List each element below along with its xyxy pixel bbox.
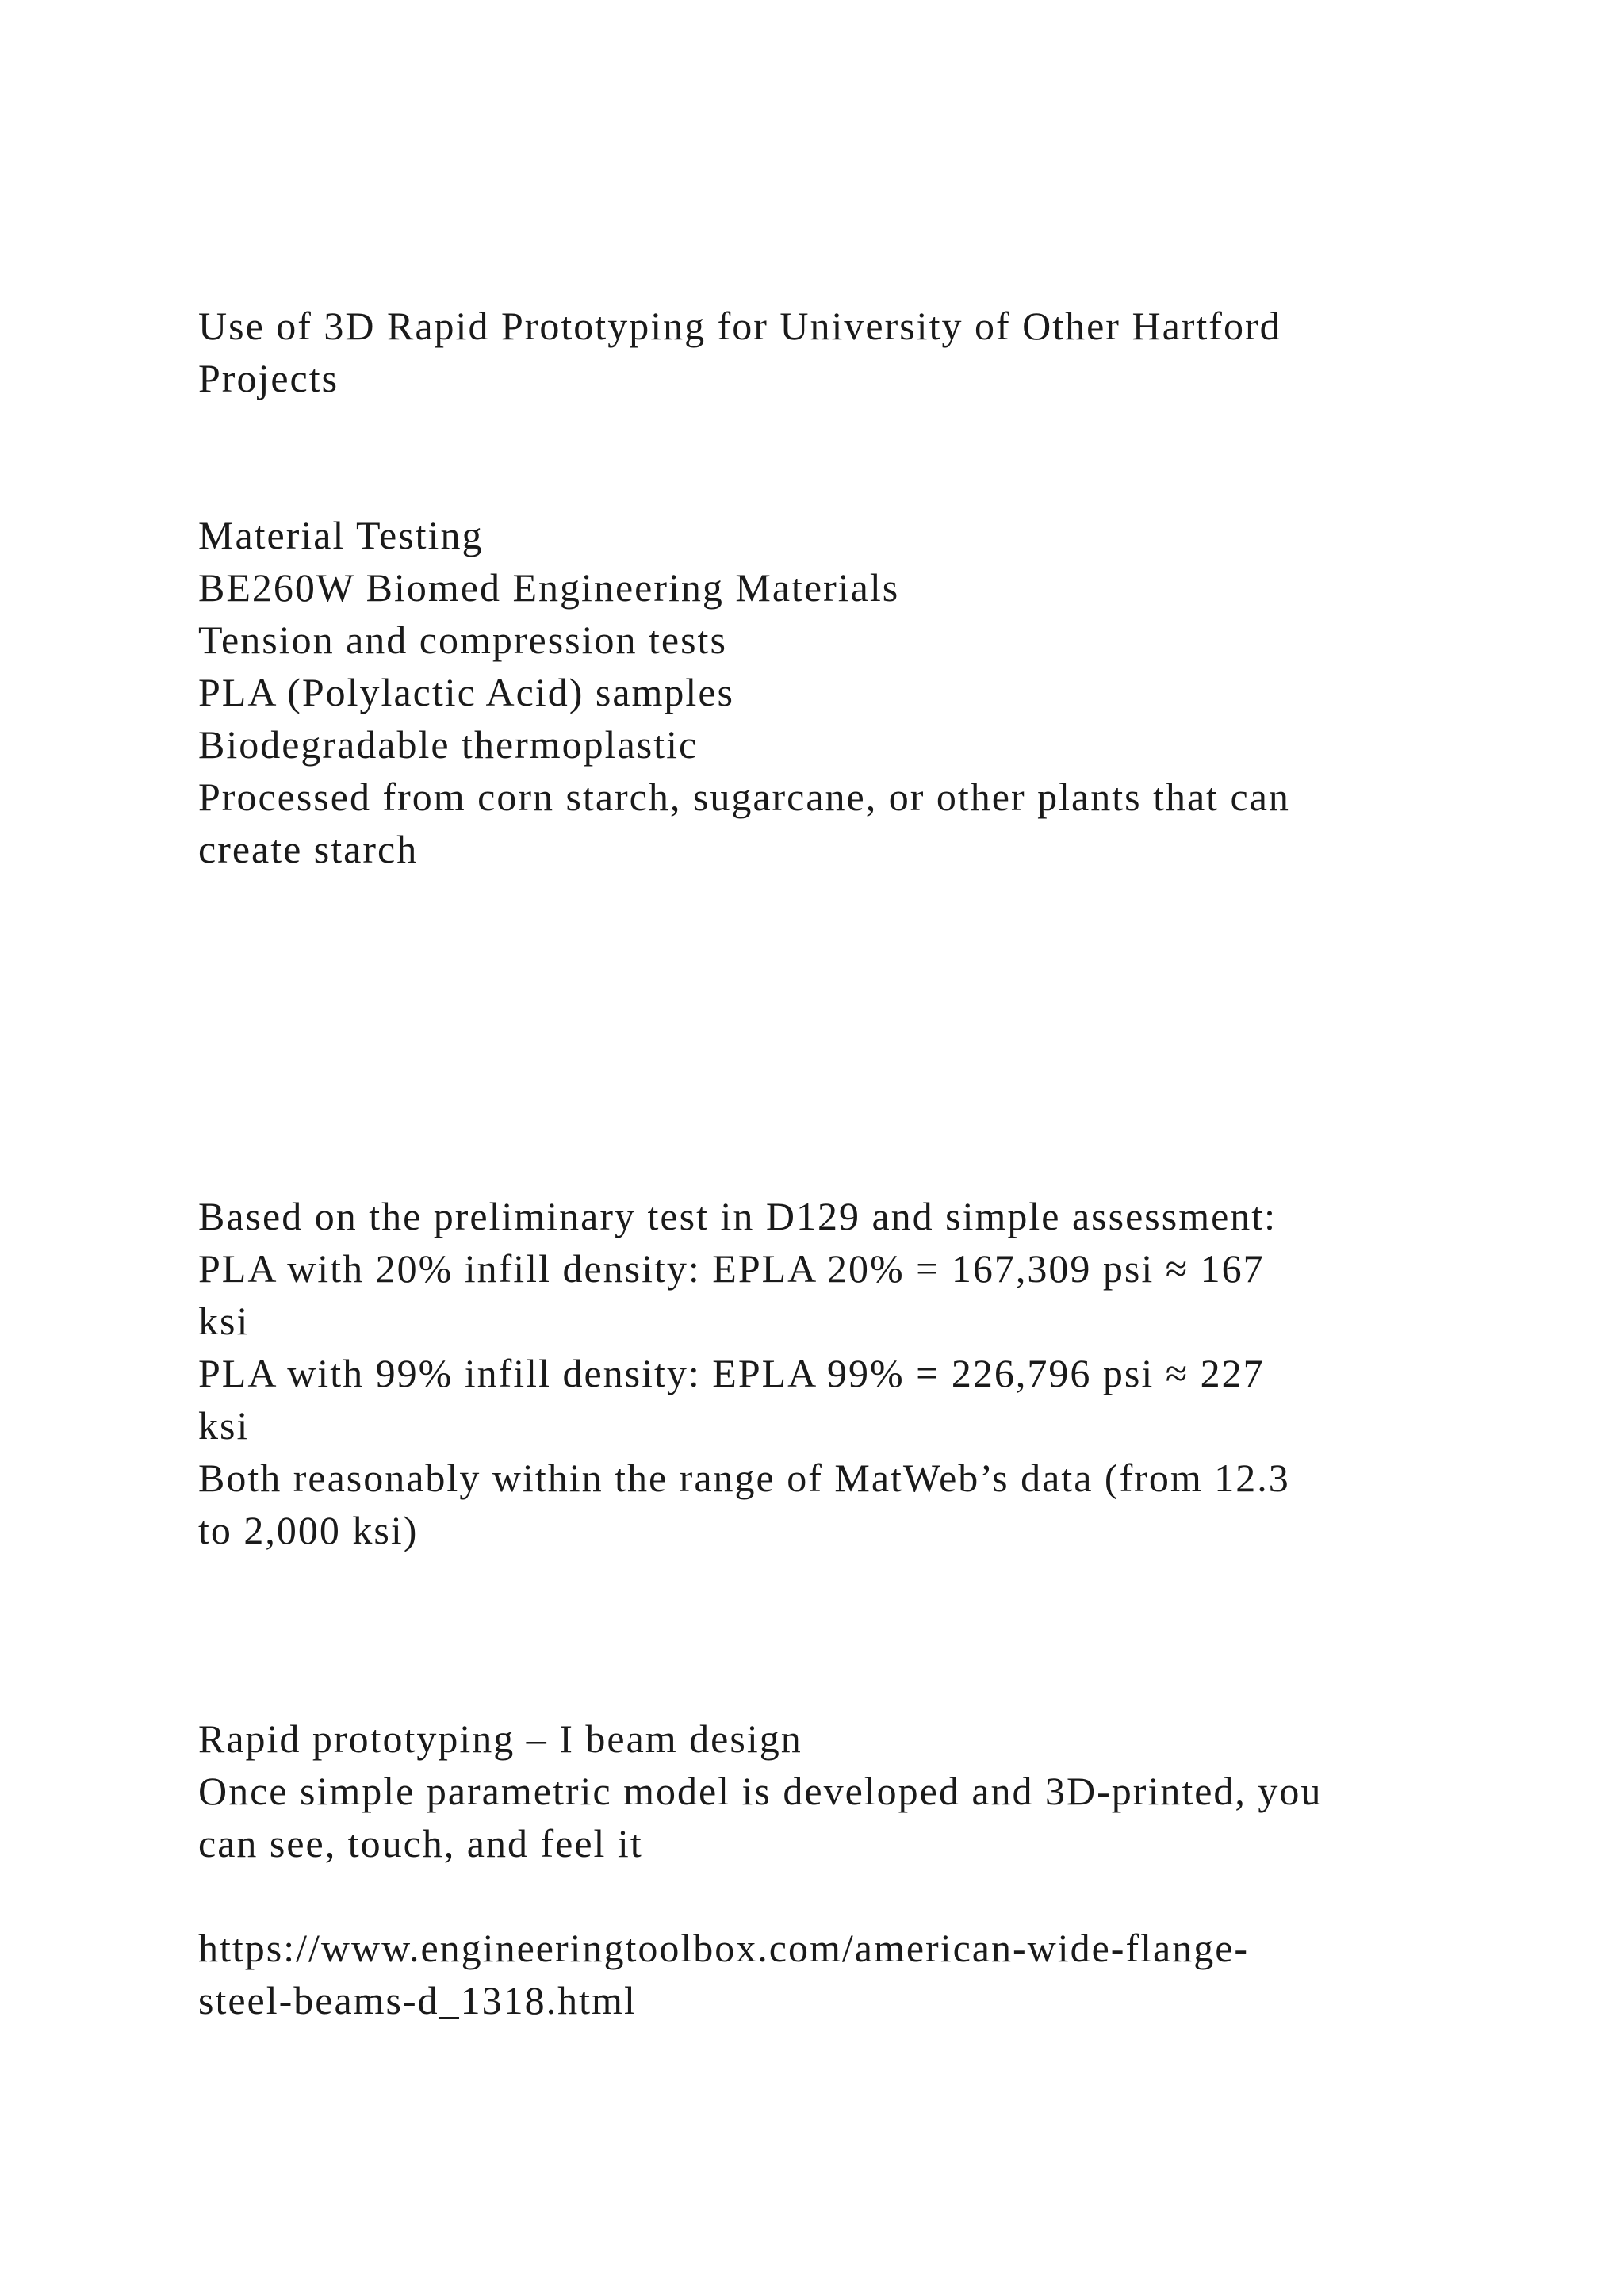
matweb-range-line: Both reasonably within the range of MatWeb’s data (from 12.3 <box>198 1456 1290 1500</box>
pla-99-unit-line: ksi <box>198 1403 250 1448</box>
pla-99-line: PLA with 99% infill density: EPLA 99% = 226,796 psi ≈ 227 <box>198 1351 1265 1395</box>
matweb-range-line-cont: to 2,000 ksi) <box>198 1508 419 1552</box>
pla-20-line: PLA with 20% infill density: EPLA 20% = 167,309 psi ≈ 167 <box>198 1246 1265 1291</box>
material-testing-heading: Material Testing <box>198 513 484 557</box>
prototyping-heading: Rapid prototyping – I beam design <box>198 1716 802 1761</box>
results-intro-line: Based on the preliminary test in D129 and simple assessment: <box>198 1194 1277 1238</box>
prototyping-desc-line: Once simple parametric model is developed and 3D-printed, you <box>198 1769 1323 1813</box>
pla-20-unit-line: ksi <box>198 1299 250 1343</box>
prototyping-desc-line-cont: can see, touch, and feel it <box>198 1821 643 1866</box>
title-line-2: Projects <box>198 356 339 400</box>
tests-line: Tension and compression tests <box>198 618 727 662</box>
course-line: BE260W Biomed Engineering Materials <box>198 565 900 610</box>
reference-url-line-1[interactable]: https://www.engineeringtoolbox.com/american-wide-flange- <box>198 1926 1250 1970</box>
processed-line-cont: create starch <box>198 827 419 871</box>
title-line-1: Use of 3D Rapid Prototyping for University of Other Hartford <box>198 304 1281 348</box>
samples-line: PLA (Polylactic Acid) samples <box>198 670 734 714</box>
thermoplastic-line: Biodegradable thermoplastic <box>198 722 699 767</box>
processed-line: Processed from corn starch, sugarcane, or other plants that can <box>198 775 1290 819</box>
reference-url-line-2[interactable]: steel-beams-d_1318.html <box>198 1978 637 2022</box>
